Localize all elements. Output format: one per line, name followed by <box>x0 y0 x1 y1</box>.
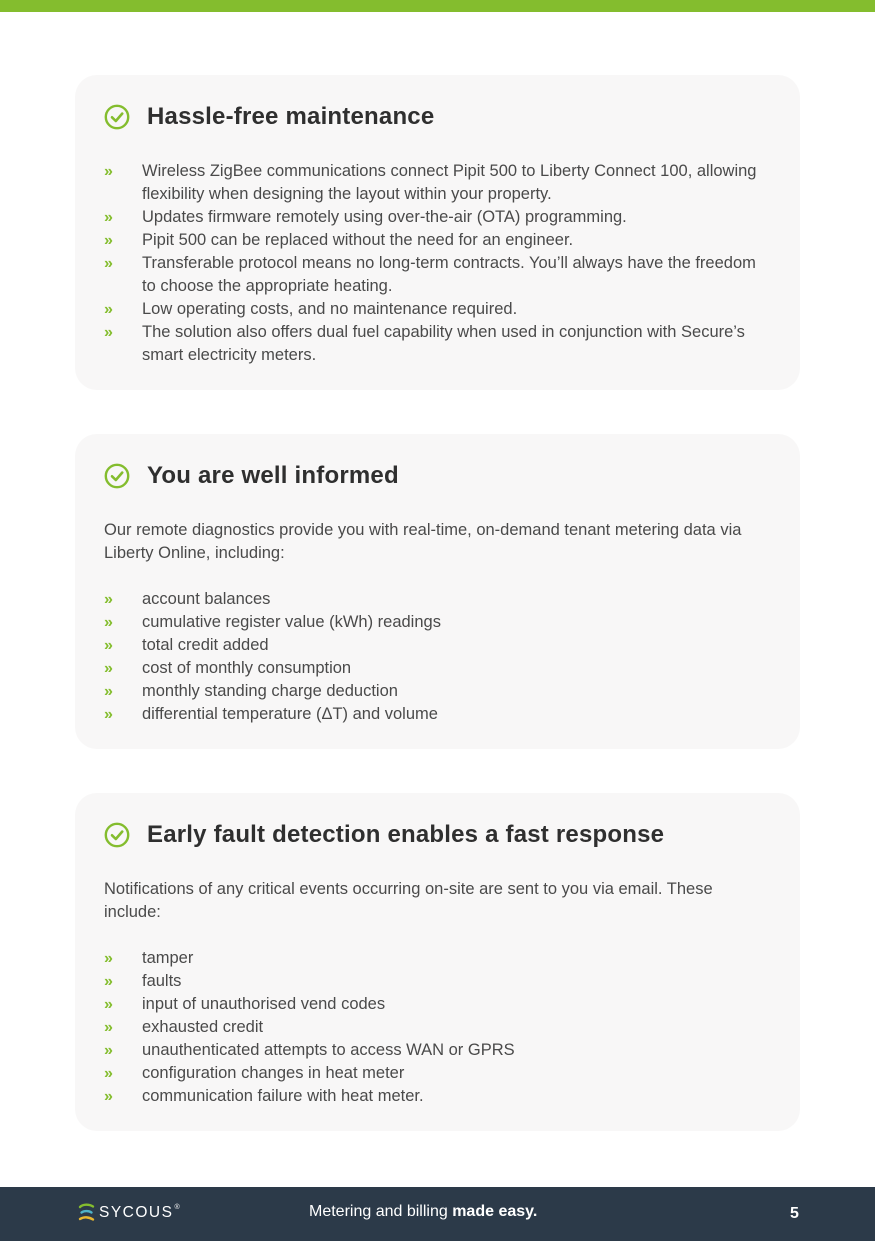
bullet-list <box>104 947 774 1108</box>
bullet-marker: » <box>104 973 113 990</box>
section-intro: Notifications of any critical events occurring on-site are sent to you via email. These include: <box>104 880 713 921</box>
bullet-marker: » <box>104 591 113 608</box>
bullet-marker: » <box>104 301 113 318</box>
page-number: 5 <box>790 1205 799 1222</box>
bullet-marker: » <box>104 255 113 272</box>
check-circle-icon <box>104 463 130 489</box>
list-item: » differential temperature (ΔT) and volume <box>104 703 774 726</box>
bullet-marker: » <box>104 637 113 654</box>
list-item: » Updates firmware remotely using over-the-air (OTA) programming. <box>104 206 774 229</box>
section-header <box>104 821 664 849</box>
list-item: » faults <box>104 970 774 993</box>
bullet-marker: » <box>104 950 113 967</box>
check-circle-icon <box>104 822 130 848</box>
list-item: » Low operating costs, and no maintenance required. <box>104 298 774 321</box>
logo-text: SYCOUS <box>99 1204 174 1221</box>
list-item: » tamper <box>104 947 774 970</box>
section-intro: Our remote diagnostics provide you with real-time, on-demand tenant metering data via Liberty Online, including: <box>104 521 742 562</box>
logo-mark-icon <box>78 1203 95 1223</box>
bullet-marker: » <box>104 1065 113 1082</box>
bullet-marker: » <box>104 660 113 677</box>
bullet-list <box>104 588 774 726</box>
bullet-marker: » <box>104 163 113 180</box>
bullet-marker: » <box>104 324 113 341</box>
check-circle-icon <box>104 104 130 130</box>
bullet-marker: » <box>104 614 113 631</box>
logo-registered-mark: ® <box>174 1203 180 1211</box>
list-item: » total credit added <box>104 634 774 657</box>
bullet-marker: » <box>104 209 113 226</box>
top-accent-bar <box>0 0 875 12</box>
list-item: » exhausted credit <box>104 1016 774 1039</box>
tagline-bold: made easy. <box>452 1203 538 1220</box>
list-item: » unauthenticated attempts to access WAN or GPRS <box>104 1039 774 1062</box>
list-item: » input of unauthorised vend codes <box>104 993 774 1016</box>
tagline-regular: Metering and billing <box>309 1203 453 1220</box>
bullet-marker: » <box>104 706 113 723</box>
bullet-marker: » <box>104 996 113 1013</box>
bullet-marker: » <box>104 683 113 700</box>
list-item: » communication failure with heat meter. <box>104 1085 774 1108</box>
list-item: » Wireless ZigBee communications connect Pipit 500 to Liberty Connect 100, allowing flexibility when designing the layout within your property. <box>104 162 757 203</box>
section-header <box>104 103 434 131</box>
section-title: Hassle-free maintenance <box>147 103 435 130</box>
bullet-marker: » <box>104 1042 113 1059</box>
section-title: Early fault detection enables a fast response <box>147 821 665 848</box>
sycous-logo <box>78 1203 180 1223</box>
bullet-list <box>104 160 774 367</box>
page-footer <box>0 1187 875 1241</box>
list-item: » The solution also offers dual fuel capability when used in conjunction with Secure’s smart electricity meters. <box>104 323 745 364</box>
section-title: You are well informed <box>147 462 399 489</box>
list-item: » cost of monthly consumption <box>104 657 774 680</box>
section-card-informed <box>75 434 800 749</box>
section-header <box>104 462 399 490</box>
list-item: » monthly standing charge deduction <box>104 680 774 703</box>
bullet-marker: » <box>104 232 113 249</box>
section-card-maintenance <box>75 75 800 390</box>
bullet-marker: » <box>104 1019 113 1036</box>
list-item: » cumulative register value (kWh) readings <box>104 611 774 634</box>
list-item: » account balances <box>104 588 774 611</box>
footer-tagline <box>309 1203 537 1221</box>
list-item: » Pipit 500 can be replaced without the need for an engineer. <box>104 229 774 252</box>
bullet-marker: » <box>104 1088 113 1105</box>
list-item: » configuration changes in heat meter <box>104 1062 774 1085</box>
list-item: » Transferable protocol means no long-term contracts. You’ll always have the freedom to choose the appropriate heating. <box>104 254 756 295</box>
section-card-fault-detection <box>75 793 800 1131</box>
